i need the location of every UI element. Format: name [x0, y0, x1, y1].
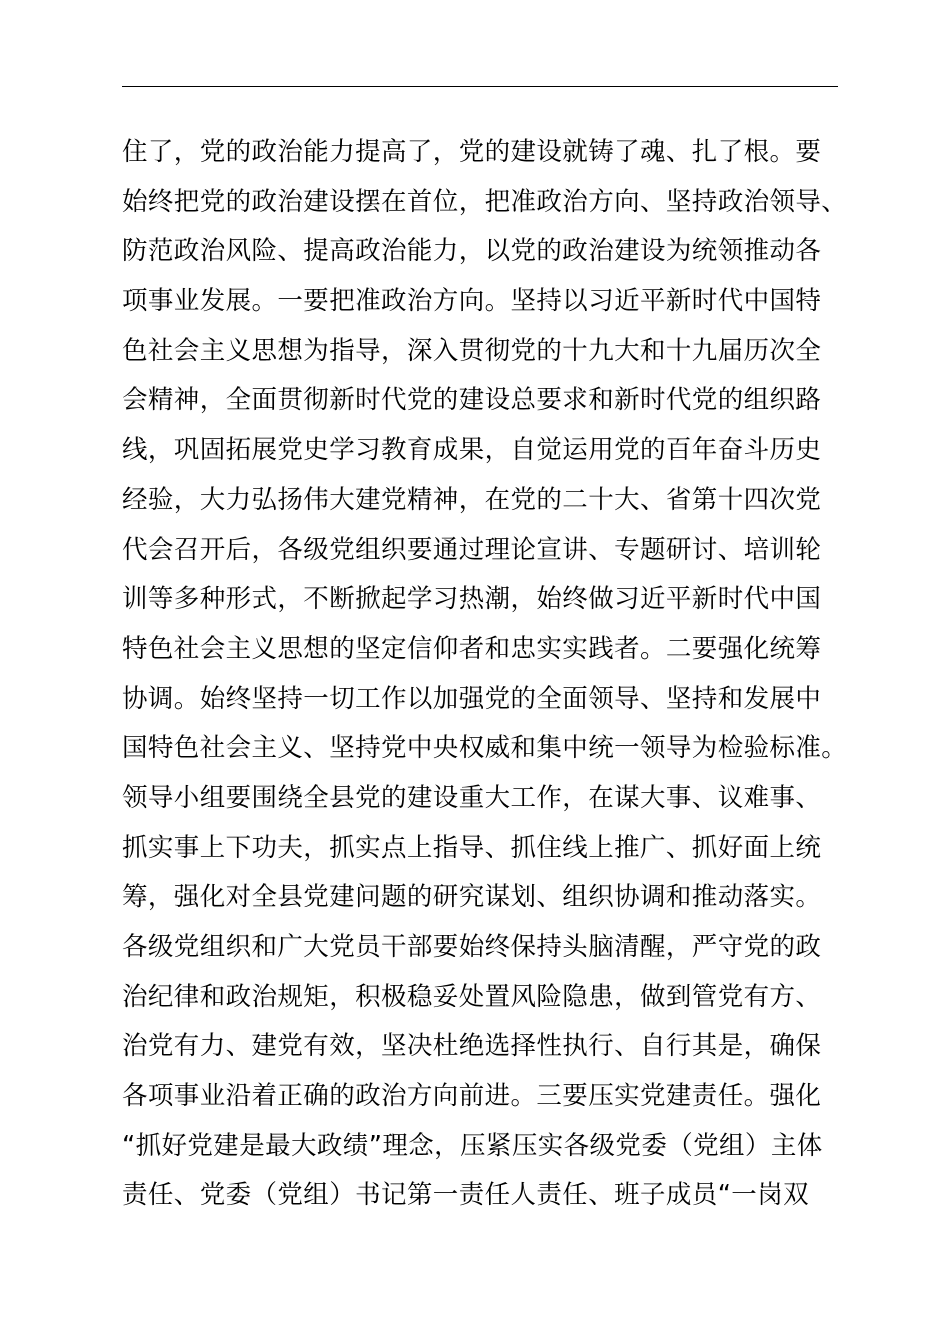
text-line: 国特色社会主义、坚持党中央权威和集中统一领导为检验标准。: [122, 733, 848, 764]
text-line: 项事业发展。一要把准政治方向。坚持以习近平新时代中国特: [122, 286, 822, 317]
text-line: 线，巩固拓展党史学习教育成果，自觉运用党的百年奋斗历史: [122, 435, 822, 466]
text-line: 责任、党委（党组）书记第一责任人责任、班子成员“一岗双: [122, 1180, 810, 1211]
text-line: 特色社会主义思想的坚定信仰者和忠实实践者。二要强化统筹: [122, 633, 822, 664]
text-line: 代会召开后，各级党组织要通过理论宣讲、专题研讨、培训轮: [122, 534, 822, 565]
text-line: 抓实事上下功夫，抓实点上指导、抓住线上推广、抓好面上统: [122, 832, 822, 863]
text-line: 经验，大力弘扬伟大建党精神，在党的二十大、省第十四次党: [122, 484, 822, 515]
text-line: “抓好党建是最大政绩”理念，压紧压实各级党委（党组）主体: [122, 1130, 823, 1161]
text-line: 始终把党的政治建设摆在首位，把准政治方向、坚持政治领导、: [122, 186, 848, 217]
text-line: 治党有力、建党有效，坚决杜绝选择性执行、自行其是，确保: [122, 1031, 822, 1062]
text-line: 住了，党的政治能力提高了，党的建设就铸了魂、扎了根。要: [122, 137, 822, 167]
text-line: 筹，强化对全县党建问题的研究谋划、组织协调和推动落实。: [122, 882, 822, 913]
text-line: 各级党组织和广大党员干部要始终保持头脑清醒，严守党的政: [122, 932, 822, 962]
header-rule: [122, 86, 838, 87]
text-line: 各项事业沿着正确的政治方向前进。三要压实党建责任。强化: [122, 1081, 822, 1112]
text-line: 治纪律和政治规矩，积极稳妥处置风险隐患，做到管党有方、: [122, 981, 822, 1012]
text-line: 训等多种形式，不断掀起学习热潮，始终做习近平新时代中国: [122, 584, 822, 615]
document-body: [122, 128, 852, 1221]
text-line: 协调。始终坚持一切工作以加强党的全面领导、坚持和发展中: [122, 683, 822, 714]
text-line: 色社会主义思想为指导，深入贯彻党的十九大和十九届历次全: [122, 335, 822, 366]
text-line: 防范政治风险、提高政治能力，以党的政治建设为统领推动各: [122, 236, 822, 267]
text-line: 会精神，全面贯彻新时代党的建设总要求和新时代党的组织路: [122, 385, 822, 416]
text-line: 领导小组要围绕全县党的建设重大工作，在谋大事、议难事、: [122, 782, 822, 813]
